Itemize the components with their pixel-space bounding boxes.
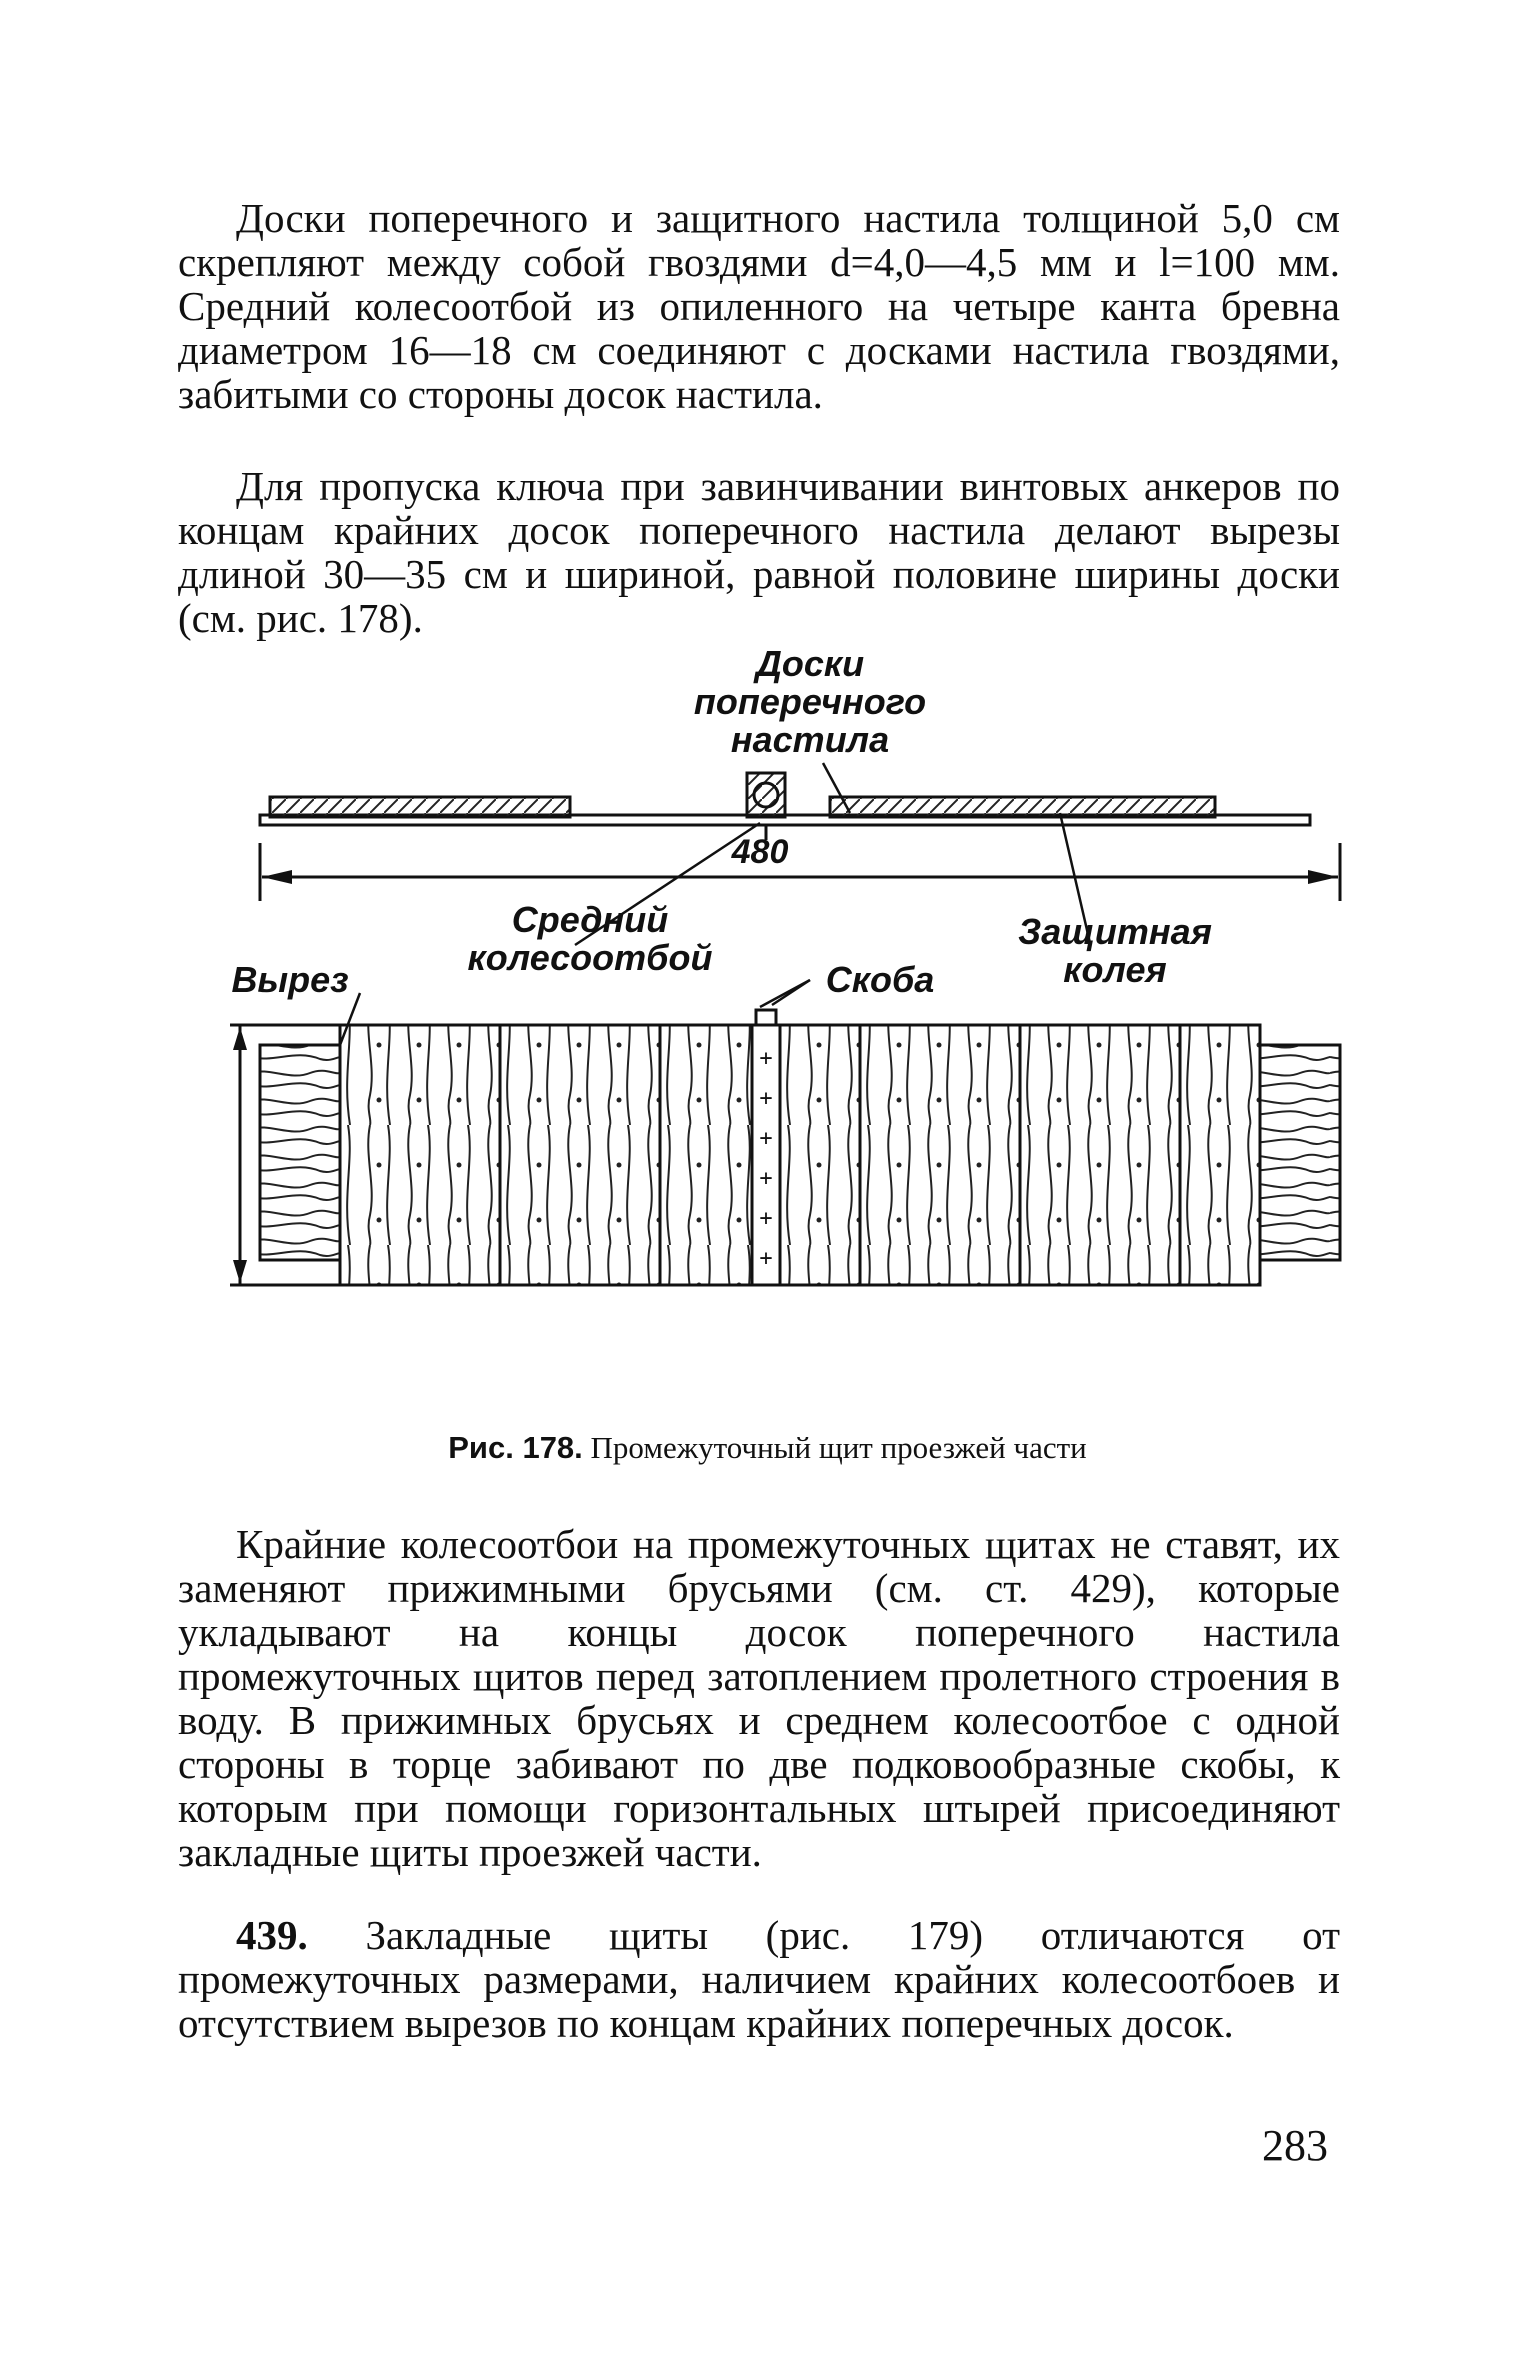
label-cutout: Вырез [231, 959, 349, 1000]
figure-caption [0, 1430, 1535, 1466]
svg-text:+: + [759, 1086, 773, 1111]
svg-text:+: + [759, 1046, 773, 1071]
paragraph-3: Крайние колесоотбои на промежуточных щитах не ставят, их заменяют прижимными брусьями (см. ст. 429), которые укладывают на концы досок поперечного настила промежуточных щитов перед затоплением пролетного строения в воду. В прижимных брусьях и среднем колесоотбое с одной стороны в торце забивают по две подковообразные скобы, к которым при помощи горизонтальных штырей присоединяют закладные щиты проезжей части. [178, 1521, 1340, 1875]
plan-view [230, 980, 1340, 1285]
caption-text: Промежуточный щит проезжей части [590, 1430, 1087, 1465]
paragraph-1: Доски поперечного и защитного настила толщиной 5,0 см скрепляют между собой гвоздями d=4,0—4,5 мм и l=100 мм. Средний колесоотбой из опиленного на четыре канта бревна диаметром 16—18 см соединяют с досками настила гвоздями, забитыми со стороны досок настила. [178, 195, 1340, 417]
cutout-right [1260, 1045, 1340, 1260]
paragraph-4-text: Закладные щиты (рис. 179) отличаются от промежуточных размерами, наличием крайних колесоотбоев и отсутствием вырезов по концам крайних поперечных досок. [178, 1912, 1340, 2046]
page-number: 283 [1262, 2121, 1328, 2170]
label-middle-wheelguard: Средний колесоотбой [467, 899, 713, 978]
section-number: 439. [236, 1912, 308, 1958]
svg-text:+: + [759, 1206, 773, 1231]
label-480: 480 [731, 833, 789, 871]
caption-label: Рис. 178. [448, 1430, 583, 1465]
figure-drawing [160, 645, 1360, 1420]
label-staple: Скоба [825, 959, 935, 1000]
svg-text:+: + [759, 1246, 773, 1271]
label-guard-track: Защитная колея [1018, 911, 1212, 990]
staple-mark [756, 1010, 776, 1025]
guard-deck-right [830, 797, 1215, 817]
svg-text:+: + [759, 1166, 773, 1191]
svg-text:+: + [759, 1126, 773, 1151]
paragraph-2: Для пропуска ключа при завинчивании винтовых анкеров по концам крайних досок поперечного настила делают вырезы длиной 30—35 см и шириной, равной половине ширины доски (см. рис. 178). [178, 463, 1340, 641]
guard-deck-left [270, 797, 570, 817]
paragraph-4 [178, 1913, 1340, 2045]
figure-178 [160, 645, 1360, 1420]
cutout-left [260, 1045, 340, 1260]
label-boards: Доски поперечного настила [693, 643, 927, 760]
